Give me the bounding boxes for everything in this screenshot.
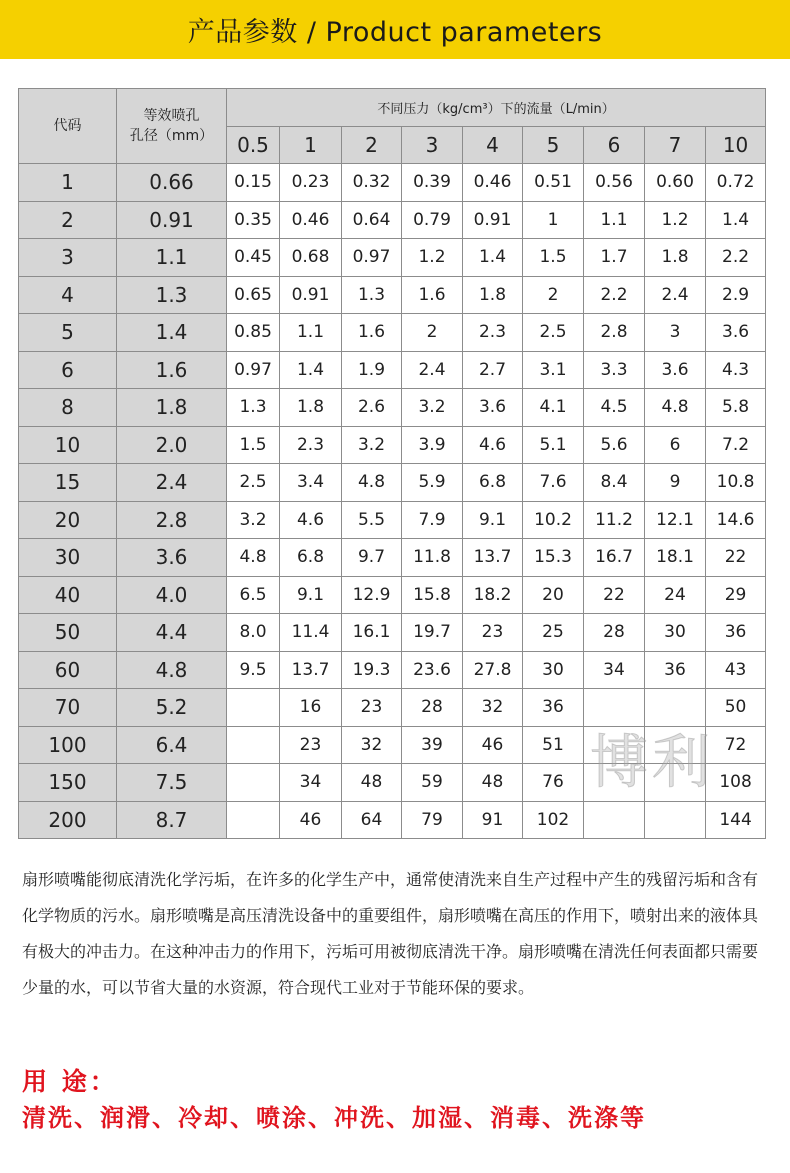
code-cell: 100 (19, 726, 117, 764)
diameter-cell: 0.66 (117, 164, 227, 202)
flow-cell: 3.1 (523, 351, 584, 389)
table-row (19, 464, 766, 502)
flow-cell: 22 (706, 539, 766, 577)
flow-cell: 1.9 (342, 351, 402, 389)
code-cell: 5 (19, 314, 117, 352)
flow-cell: 3.2 (342, 426, 402, 464)
diameter-header-line: 孔径（mm） (129, 128, 214, 144)
flow-cell: 0.97 (342, 239, 402, 277)
code-cell: 40 (19, 576, 117, 614)
flow-cell: 2.5 (227, 464, 280, 502)
flow-cell: 6.8 (280, 539, 342, 577)
flow-cell: 9.1 (463, 501, 523, 539)
flow-cell: 16.1 (342, 614, 402, 652)
flow-cell: 25 (523, 614, 584, 652)
flow-cell: 0.35 (227, 201, 280, 239)
diameter-cell: 2.8 (117, 501, 227, 539)
flow-cell: 18.2 (463, 576, 523, 614)
flow-cell (645, 689, 706, 727)
flow-cell: 16.7 (584, 539, 645, 577)
pressure-header-cell: 4 (463, 126, 523, 164)
flow-cell: 6 (645, 426, 706, 464)
flow-cell: 3.2 (402, 389, 463, 427)
flow-cell (645, 764, 706, 802)
flow-cell: 0.97 (227, 351, 280, 389)
code-cell: 60 (19, 651, 117, 689)
flow-cell: 4.6 (280, 501, 342, 539)
flow-cell: 46 (463, 726, 523, 764)
code-cell: 20 (19, 501, 117, 539)
flow-cell: 13.7 (280, 651, 342, 689)
flow-cell: 1.8 (645, 239, 706, 277)
flow-cell: 4.8 (227, 539, 280, 577)
code-cell: 30 (19, 539, 117, 577)
flow-cell: 0.15 (227, 164, 280, 202)
flow-cell: 0.51 (523, 164, 584, 202)
flow-cell: 1.1 (584, 201, 645, 239)
flow-cell: 0.91 (463, 201, 523, 239)
flow-cell (584, 726, 645, 764)
table-row (19, 276, 766, 314)
diameter-cell: 6.4 (117, 726, 227, 764)
flow-cell: 1.5 (227, 426, 280, 464)
diameter-cell: 1.4 (117, 314, 227, 352)
table-row (19, 614, 766, 652)
flow-cell (584, 689, 645, 727)
flow-cell: 32 (463, 689, 523, 727)
diameter-cell: 1.1 (117, 239, 227, 277)
flow-cell (227, 689, 280, 727)
pressure-header-cell: 6 (584, 126, 645, 164)
flow-cell: 2.4 (402, 351, 463, 389)
code-column-header: 代码 (19, 89, 117, 164)
flow-cell: 2.5 (523, 314, 584, 352)
diameter-cell: 4.4 (117, 614, 227, 652)
flow-cell: 48 (463, 764, 523, 802)
flow-cell: 39 (402, 726, 463, 764)
flow-cell: 29 (706, 576, 766, 614)
flow-cell: 48 (342, 764, 402, 802)
product-description: 扇形喷嘴能彻底清洗化学污垢，在许多的化学生产中，通常使清洗来自生产过程中产生的残留污垢和含有化学物质的污水。扇形喷嘴是高压清洗设备中的重要组件，扇形喷嘴在高压的作用下，喷射出来的液体具有极大的冲击力。在这种冲击力的作用下，污垢可用被彻底清洗干净。扇形喷嘴在清洗任何表面都只需要少量的水，可以节省大量的水资源，符合现代工业对于节能环保的要求。 (22, 870, 759, 997)
flow-cell: 3.6 (463, 389, 523, 427)
flow-cell: 3 (645, 314, 706, 352)
flow-cell: 0.64 (342, 201, 402, 239)
flow-cell: 3.4 (280, 464, 342, 502)
flow-cell: 36 (706, 614, 766, 652)
flow-cell: 3.3 (584, 351, 645, 389)
flow-cell: 2.3 (463, 314, 523, 352)
flow-cell: 51 (523, 726, 584, 764)
flow-cell: 1.1 (280, 314, 342, 352)
flow-cell: 0.68 (280, 239, 342, 277)
flow-cell: 36 (645, 651, 706, 689)
code-cell: 15 (19, 464, 117, 502)
table-row (19, 764, 766, 802)
parameter-table (18, 88, 766, 839)
flow-cell: 1.6 (342, 314, 402, 352)
flow-cell: 23 (342, 689, 402, 727)
flow-cell: 5.1 (523, 426, 584, 464)
flow-cell: 72 (706, 726, 766, 764)
flow-cell: 2.2 (584, 276, 645, 314)
flow-cell: 7.2 (706, 426, 766, 464)
diameter-cell: 1.6 (117, 351, 227, 389)
flow-cell (645, 801, 706, 839)
pressure-flow-header: 不同压力（kg/cm³）下的流量（L/min） (227, 89, 766, 127)
flow-cell: 34 (584, 651, 645, 689)
table-row (19, 539, 766, 577)
flow-cell: 12.1 (645, 501, 706, 539)
flow-cell: 30 (645, 614, 706, 652)
flow-cell: 1.5 (523, 239, 584, 277)
flow-cell: 34 (280, 764, 342, 802)
flow-cell: 1.7 (584, 239, 645, 277)
flow-cell: 5.5 (342, 501, 402, 539)
flow-cell: 20 (523, 576, 584, 614)
flow-cell: 8.4 (584, 464, 645, 502)
diameter-cell: 1.3 (117, 276, 227, 314)
flow-cell: 13.7 (463, 539, 523, 577)
flow-cell: 50 (706, 689, 766, 727)
code-cell: 4 (19, 276, 117, 314)
pressure-header-cell: 2 (342, 126, 402, 164)
flow-cell: 0.46 (280, 201, 342, 239)
table-row (19, 501, 766, 539)
usage-title: 用 途： (22, 1067, 118, 1096)
table-row (19, 389, 766, 427)
flow-cell: 15.3 (523, 539, 584, 577)
flow-cell: 0.32 (342, 164, 402, 202)
flow-cell: 32 (342, 726, 402, 764)
pressure-header-cell: 7 (645, 126, 706, 164)
flow-cell: 1.2 (402, 239, 463, 277)
flow-cell: 2.9 (706, 276, 766, 314)
flow-cell: 23.6 (402, 651, 463, 689)
flow-cell: 2.8 (584, 314, 645, 352)
flow-cell: 0.65 (227, 276, 280, 314)
flow-cell: 102 (523, 801, 584, 839)
flow-cell: 2.3 (280, 426, 342, 464)
flow-cell: 3.2 (227, 501, 280, 539)
table-row (19, 314, 766, 352)
flow-cell: 11.4 (280, 614, 342, 652)
flow-cell: 36 (523, 689, 584, 727)
diameter-cell: 0.91 (117, 201, 227, 239)
flow-cell: 23 (463, 614, 523, 652)
usage-list: 清洗、润滑、冷却、喷涂、冲洗、加湿、消毒、洗涤等 (22, 1104, 646, 1132)
flow-cell: 5.8 (706, 389, 766, 427)
flow-cell: 18.1 (645, 539, 706, 577)
flow-cell: 3.6 (706, 314, 766, 352)
page-title-banner (0, 0, 790, 59)
flow-cell: 0.79 (402, 201, 463, 239)
flow-cell: 0.39 (402, 164, 463, 202)
flow-cell: 30 (523, 651, 584, 689)
table-row (19, 576, 766, 614)
flow-cell: 1.8 (280, 389, 342, 427)
watermark: 博利 (590, 728, 715, 796)
flow-cell: 3.9 (402, 426, 463, 464)
flow-cell: 9.7 (342, 539, 402, 577)
flow-cell: 1.2 (645, 201, 706, 239)
flow-cell: 108 (706, 764, 766, 802)
diameter-cell: 8.7 (117, 801, 227, 839)
flow-cell: 2.4 (645, 276, 706, 314)
flow-cell: 12.9 (342, 576, 402, 614)
pressure-header-cell: 1 (280, 126, 342, 164)
code-cell: 6 (19, 351, 117, 389)
diameter-cell: 4.0 (117, 576, 227, 614)
table-row (19, 426, 766, 464)
flow-cell: 0.23 (280, 164, 342, 202)
flow-cell: 1.3 (227, 389, 280, 427)
flow-cell: 14.6 (706, 501, 766, 539)
flow-cell: 0.45 (227, 239, 280, 277)
flow-cell: 28 (402, 689, 463, 727)
flow-cell: 10.2 (523, 501, 584, 539)
flow-cell (584, 801, 645, 839)
flow-cell: 9 (645, 464, 706, 502)
table-row (19, 201, 766, 239)
flow-cell: 5.9 (402, 464, 463, 502)
flow-cell: 46 (280, 801, 342, 839)
table-body (19, 164, 766, 839)
flow-cell: 2.6 (342, 389, 402, 427)
flow-cell: 7.9 (402, 501, 463, 539)
flow-cell: 19.3 (342, 651, 402, 689)
flow-cell: 2.7 (463, 351, 523, 389)
flow-cell: 4.5 (584, 389, 645, 427)
flow-cell: 0.56 (584, 164, 645, 202)
flow-cell: 91 (463, 801, 523, 839)
table-row (19, 801, 766, 839)
flow-cell: 1.3 (342, 276, 402, 314)
flow-cell: 76 (523, 764, 584, 802)
flow-cell: 6.5 (227, 576, 280, 614)
flow-cell: 9.5 (227, 651, 280, 689)
table-row (19, 351, 766, 389)
flow-cell: 24 (645, 576, 706, 614)
flow-cell: 2.2 (706, 239, 766, 277)
diameter-cell: 3.6 (117, 539, 227, 577)
table-row (19, 164, 766, 202)
table-row (19, 239, 766, 277)
flow-cell (227, 764, 280, 802)
pressure-header-cell: 10 (706, 126, 766, 164)
diameter-cell: 2.4 (117, 464, 227, 502)
flow-cell: 4.8 (645, 389, 706, 427)
flow-cell: 22 (584, 576, 645, 614)
flow-cell: 2 (402, 314, 463, 352)
flow-cell: 0.60 (645, 164, 706, 202)
flow-cell: 0.46 (463, 164, 523, 202)
diameter-cell: 4.8 (117, 651, 227, 689)
flow-cell: 0.91 (280, 276, 342, 314)
flow-cell: 79 (402, 801, 463, 839)
flow-cell: 11.8 (402, 539, 463, 577)
flow-cell: 59 (402, 764, 463, 802)
flow-cell: 4.8 (342, 464, 402, 502)
flow-cell: 1.4 (706, 201, 766, 239)
diameter-cell: 1.8 (117, 389, 227, 427)
diameter-cell: 2.0 (117, 426, 227, 464)
code-cell: 8 (19, 389, 117, 427)
flow-cell: 16 (280, 689, 342, 727)
flow-cell: 15.8 (402, 576, 463, 614)
flow-cell: 1.4 (463, 239, 523, 277)
flow-cell: 23 (280, 726, 342, 764)
table-row (19, 726, 766, 764)
flow-cell (227, 801, 280, 839)
diameter-cell: 5.2 (117, 689, 227, 727)
flow-cell: 5.6 (584, 426, 645, 464)
diameter-column-header (117, 89, 227, 164)
flow-cell (645, 726, 706, 764)
pressure-header-cell: 3 (402, 126, 463, 164)
flow-cell: 2 (523, 276, 584, 314)
flow-cell (227, 726, 280, 764)
flow-cell: 1.4 (280, 351, 342, 389)
flow-cell: 0.72 (706, 164, 766, 202)
flow-cell: 7.6 (523, 464, 584, 502)
page-title: 产品参数 / Product parameters (187, 17, 603, 48)
flow-cell: 4.1 (523, 389, 584, 427)
flow-cell (584, 764, 645, 802)
flow-cell: 6.8 (463, 464, 523, 502)
flow-cell: 1.6 (402, 276, 463, 314)
flow-cell: 4.6 (463, 426, 523, 464)
table-row (19, 689, 766, 727)
flow-cell: 11.2 (584, 501, 645, 539)
flow-cell: 1.8 (463, 276, 523, 314)
flow-cell: 43 (706, 651, 766, 689)
pressure-header-cell: 5 (523, 126, 584, 164)
flow-cell: 8.0 (227, 614, 280, 652)
pressure-header-cell: 0.5 (227, 126, 280, 164)
code-cell: 70 (19, 689, 117, 727)
flow-cell: 0.85 (227, 314, 280, 352)
table-row (19, 651, 766, 689)
flow-cell: 19.7 (402, 614, 463, 652)
diameter-cell: 7.5 (117, 764, 227, 802)
flow-cell: 4.3 (706, 351, 766, 389)
code-cell: 50 (19, 614, 117, 652)
flow-cell: 3.6 (645, 351, 706, 389)
code-cell: 10 (19, 426, 117, 464)
diameter-header-line: 等效喷孔 (143, 108, 200, 124)
code-cell: 150 (19, 764, 117, 802)
flow-cell: 10.8 (706, 464, 766, 502)
code-cell: 1 (19, 164, 117, 202)
flow-cell: 9.1 (280, 576, 342, 614)
flow-cell: 27.8 (463, 651, 523, 689)
code-cell: 2 (19, 201, 117, 239)
code-cell: 200 (19, 801, 117, 839)
flow-cell: 144 (706, 801, 766, 839)
flow-cell: 64 (342, 801, 402, 839)
code-cell: 3 (19, 239, 117, 277)
flow-cell: 28 (584, 614, 645, 652)
flow-cell: 1 (523, 201, 584, 239)
